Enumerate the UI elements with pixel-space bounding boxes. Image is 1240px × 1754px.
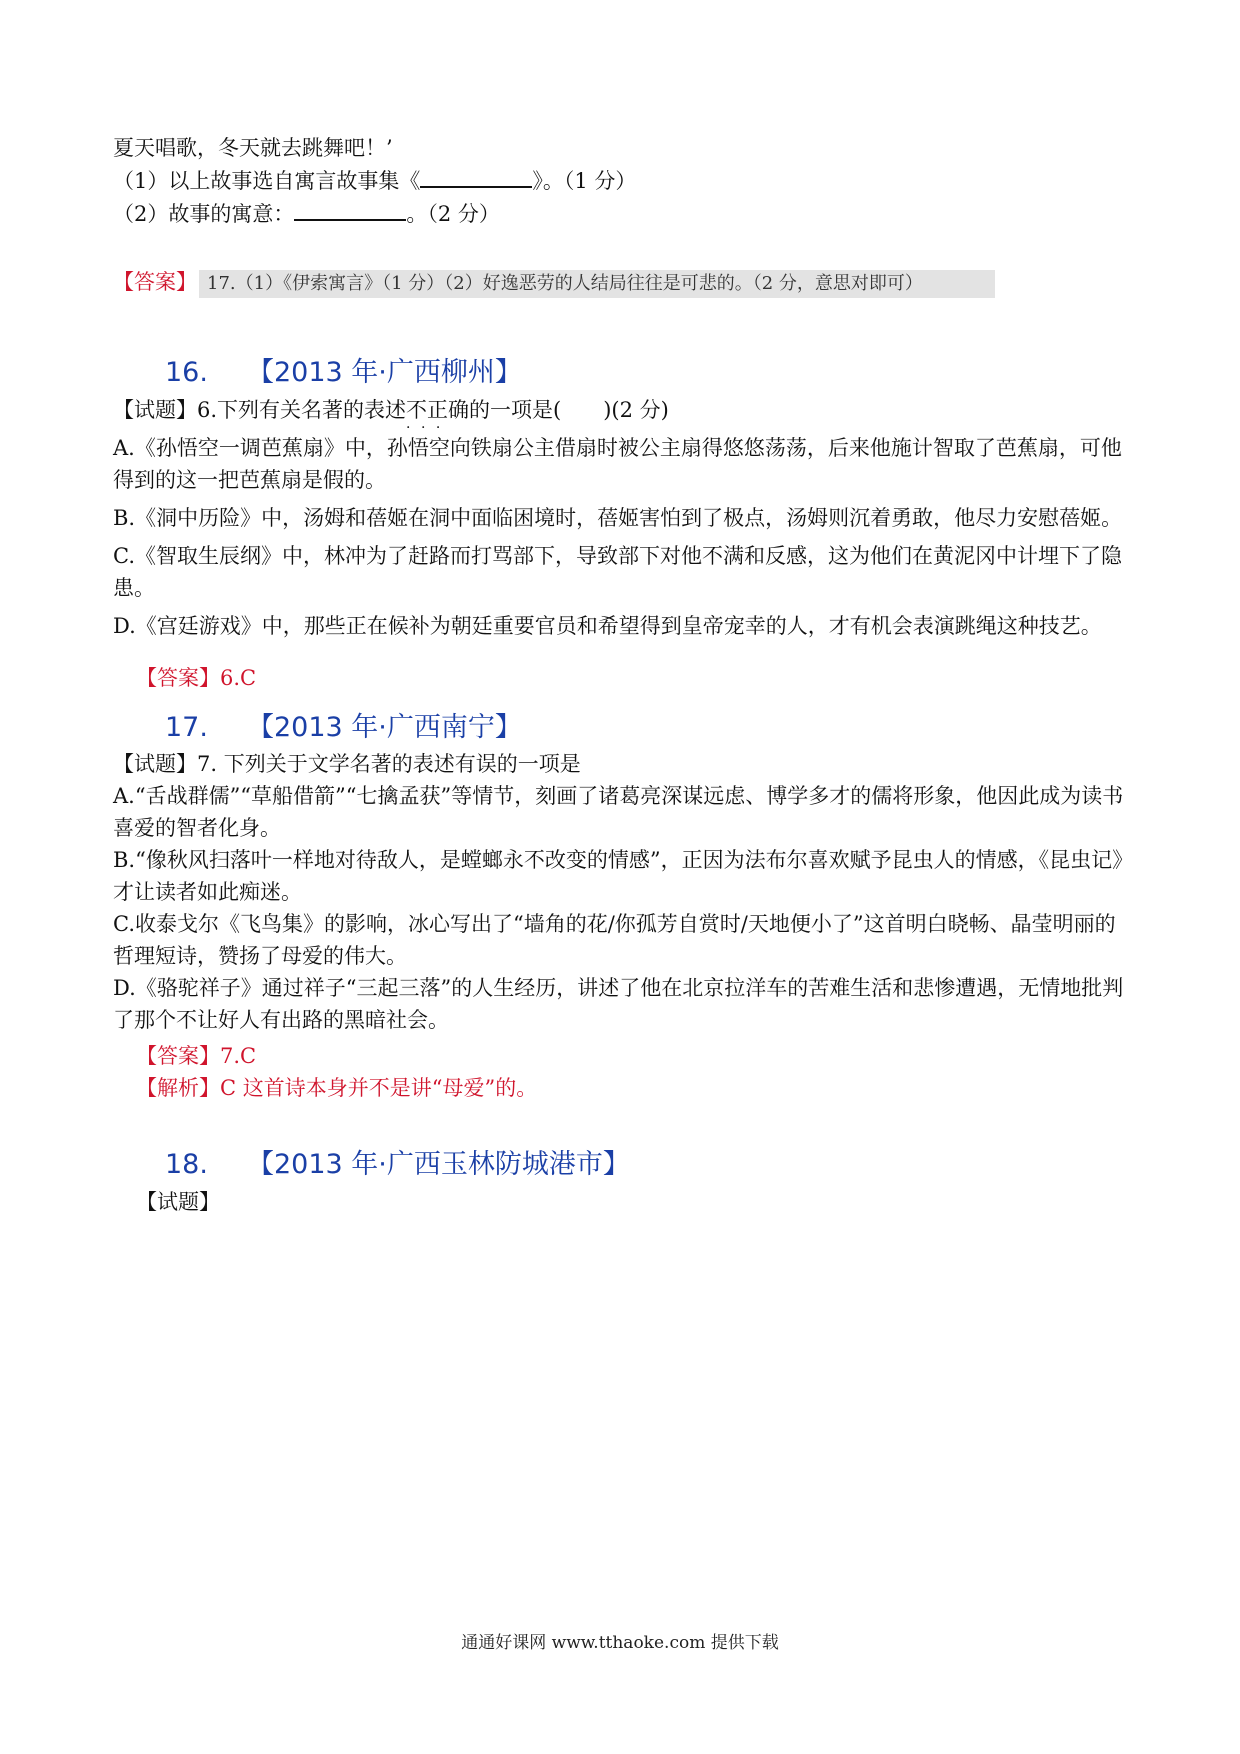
section-number: 17. — [165, 712, 208, 743]
section-17-body — [113, 748, 1133, 1036]
section-16-body — [113, 394, 1133, 642]
question-stem: 【试题】 — [136, 1190, 220, 1214]
question-stem: 【试题】7. 下列关于文学名著的表述有误的一项是 — [113, 752, 581, 776]
section-heading-17 — [165, 705, 522, 744]
page-footer: 通通好课网 www.tthaoke.com 提供下载 — [461, 1633, 779, 1653]
section-title: 【2013 年·广西柳州】 — [247, 357, 522, 388]
section-number: 16. — [165, 357, 208, 388]
option-d: D.《宫廷游戏》中，那些正在候补为朝廷重要官员和希望得到皇帝宠幸的人，才有机会表演跳绳这种技艺。 — [113, 614, 1102, 638]
option-b: B.《洞中历险》中，汤姆和蓓姬在洞中面临困境时，蓓姬害怕到了极点，汤姆则沉着勇敢，他尽力安慰蓓姬。 — [113, 506, 1123, 530]
section-number: 18. — [165, 1149, 208, 1180]
answer-17 — [113, 266, 1133, 298]
story-continuation — [113, 132, 1133, 230]
section-heading-16 — [165, 350, 522, 389]
answer-text: 7.C — [220, 1044, 257, 1068]
section-title: 【2013 年·广西南宁】 — [247, 712, 522, 743]
section-heading-18 — [165, 1142, 630, 1181]
question-stem: 【试题】6.下列有关名著的表述不正确 · · ·的一项是( )(2 分) — [113, 394, 1133, 426]
option-d: D.《骆驼祥子》通过祥子“三起三落”的人生经历，讲述了他在北京拉洋车的苦难生活和悲惨遭遇，无情地批判了那个不让好人有出路的黑暗社会。 — [113, 976, 1124, 1032]
option-c: C.《智取生辰纲》中，林冲为了赶路而打骂部下，导致部下对他不满和反感，这为他们在黄泥冈中计埋下了隐患。 — [113, 544, 1122, 600]
answer-text: 6.C — [220, 666, 257, 690]
question-2: （2）故事的寓意： 。（2 分） — [113, 197, 1133, 230]
analysis-label: 【解析】 — [136, 1076, 220, 1100]
option-a: A.“舌战群儒”“草船借箭”“七擒孟获”等情节，刻画了诸葛亮深谋远虑、博学多才的儒将形象，他因此成为读书喜爱的智者化身。 — [113, 784, 1124, 840]
answer-image-text: 17.（1）《伊索寓言》（1 分）（2）好逸恶劳的人结局往往是可悲的。（2 分，意思对即可） — [199, 270, 995, 298]
answer-label: 【答案】 — [136, 1044, 220, 1068]
answer-label: 【答案】 — [113, 270, 197, 294]
option-c: C.收泰戈尔《飞鸟集》的影响，冰心写出了“墙角的花/你孤芳自赏时/天地便小了”这首明白晓畅、晶莹明丽的哲理短诗，赞扬了母爱的伟大。 — [113, 912, 1116, 968]
section-title: 【2013 年·广西玉林防城港市】 — [247, 1149, 630, 1180]
emphasis-dotted: 不正确 · · · — [406, 394, 469, 426]
answer-17-block — [136, 1040, 1156, 1104]
answer-blank-2 — [294, 197, 406, 221]
answer-blank-1 — [420, 164, 532, 188]
answer-label: 【答案】 — [136, 666, 220, 690]
section-18-body — [136, 1186, 1156, 1218]
story-last-line: 夏天唱歌，冬天就去跳舞吧！’ — [113, 136, 393, 160]
question-1: （1）以上故事选自寓言故事集《 》。（1 分） — [113, 164, 1133, 197]
option-a: A.《孙悟空一调芭蕉扇》中，孙悟空向铁扇公主借扇时被公主扇得悠悠荡荡，后来他施计智取了芭蕉扇，可他得到的这一把芭蕉扇是假的。 — [113, 436, 1122, 492]
answer-16 — [136, 662, 1156, 694]
analysis-text: C 这首诗本身并不是讲“母爱”的。 — [220, 1076, 538, 1100]
option-b: B.“像秋风扫落叶一样地对待敌人，是螳螂永不改变的情感”，正因为法布尔喜欢赋予昆虫人的情感，《昆虫记》才让读者如此痴迷。 — [113, 848, 1123, 904]
